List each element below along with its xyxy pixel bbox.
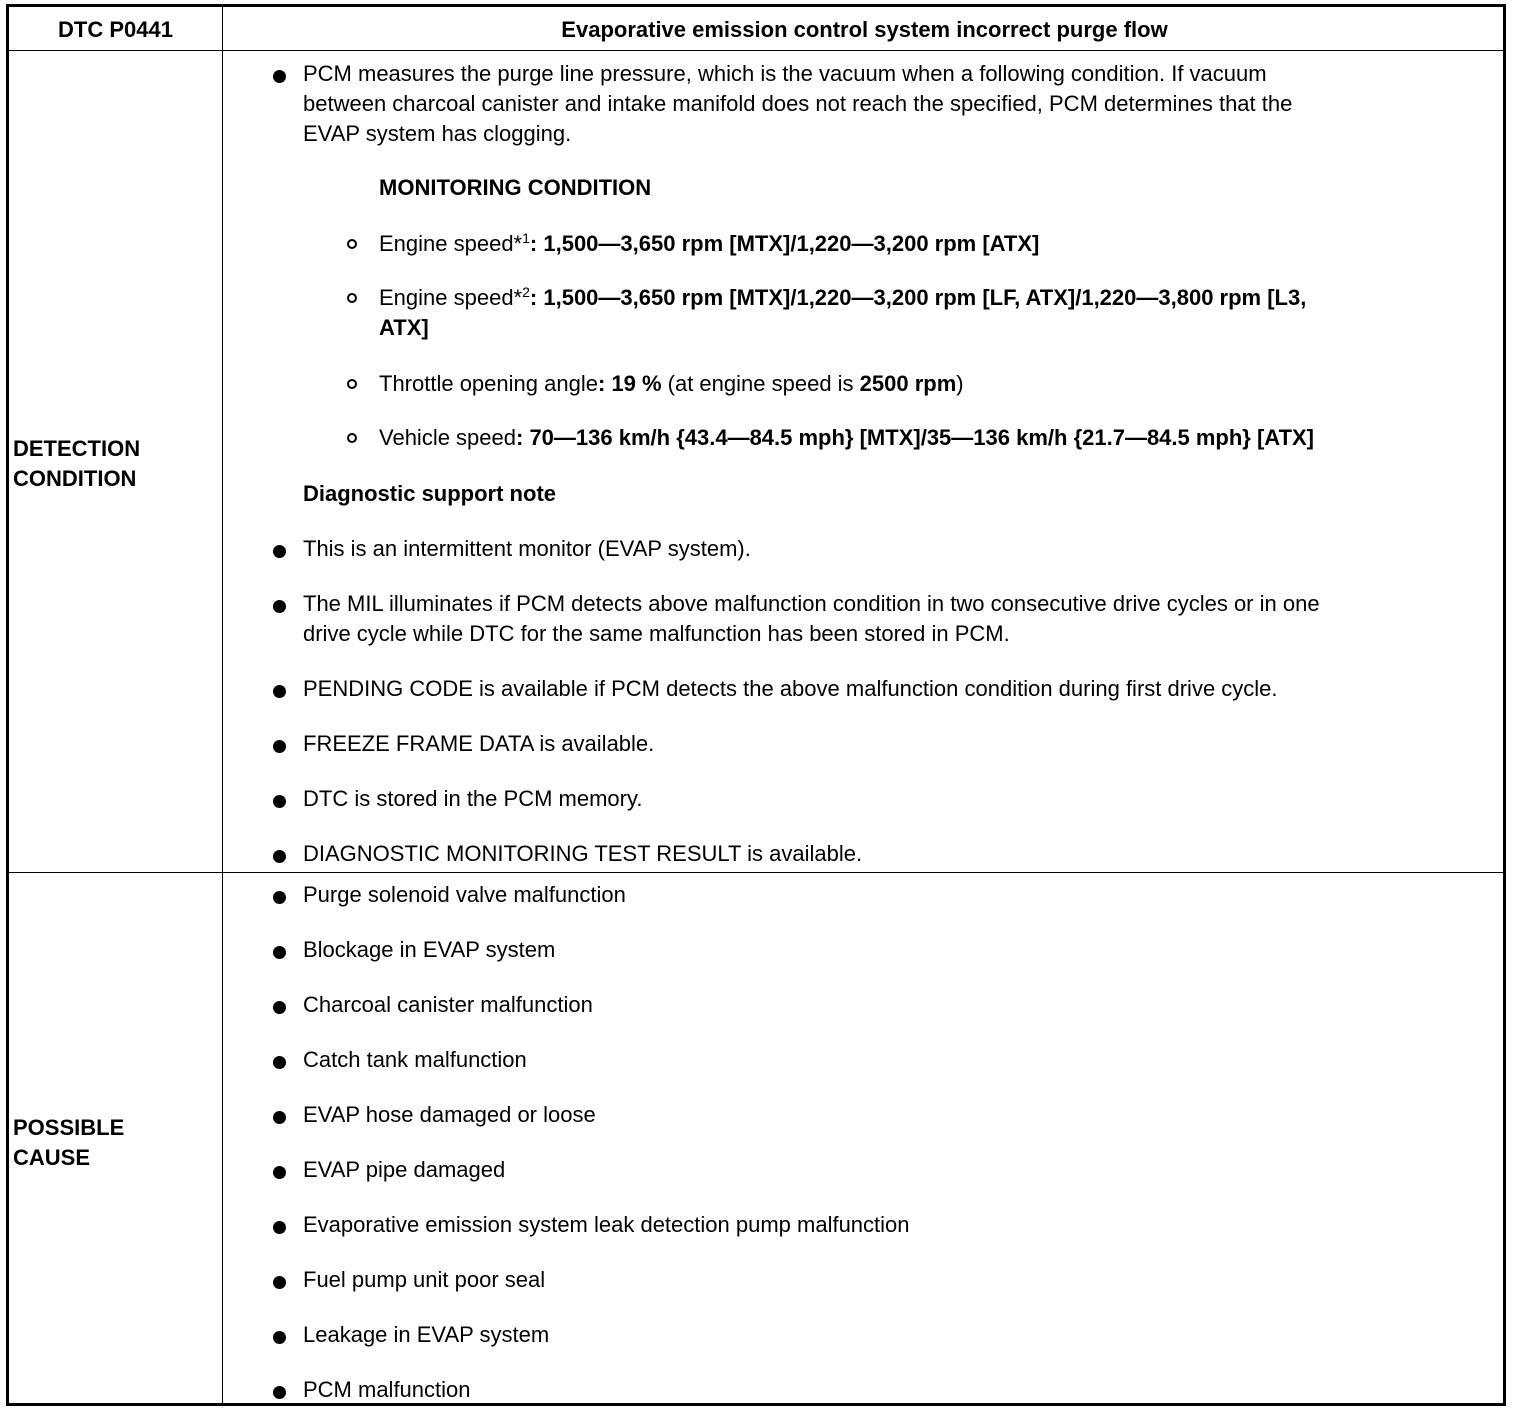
dtc-code-header: DTC P0441 (58, 17, 173, 42)
support-note: PENDING CODE is available if PCM detects the above malfunction condition during first drive cycle. (303, 676, 1278, 701)
bullet-icon (273, 1056, 286, 1069)
bullet-icon (273, 1276, 286, 1289)
row-divider (9, 872, 1503, 873)
detection-intro: PCM measures the purge line pressure, which is the vacuum when a following condition. If vacuum between charcoal canister and intake manifold does not reach the specified, PCM determines that the EVAP system has clogging. (303, 61, 1293, 146)
bullet-icon (273, 1166, 286, 1179)
bullet-icon (273, 891, 286, 904)
header-divider (9, 50, 1503, 51)
cause-item: EVAP hose damaged or loose (303, 1102, 596, 1127)
bullet-icon (273, 600, 286, 613)
cause-item: Catch tank malfunction (303, 1047, 527, 1072)
bullet-icon (273, 70, 286, 83)
monitoring-condition-heading: MONITORING CONDITION (379, 175, 652, 200)
condition-throttle-angle: Throttle opening angle: 19 % (at engine speed is 2500 rpm) (379, 371, 964, 396)
circle-bullet-icon (347, 239, 357, 249)
detection-condition-label: DETECTION CONDITION (13, 436, 141, 491)
bullet-icon (273, 685, 286, 698)
bullet-icon (273, 1331, 286, 1344)
support-note: DTC is stored in the PCM memory. (303, 786, 643, 811)
circle-bullet-icon (347, 293, 357, 303)
possible-cause-label: POSSIBLE CAUSE (13, 1115, 125, 1170)
support-note: The MIL illuminates if PCM detects above malfunction condition in two consecutive drive cycles or in one drive cycle while DTC for the same malfunction has been stored in PCM. (303, 591, 1320, 646)
condition-engine-speed-1: Engine speed*$^1$: 1,500—3,650 rpm [MTX]/1,220—3,200 rpm [ATX] (379, 230, 1040, 256)
condition-vehicle-speed: Vehicle speed: 70—136 km/h {43.4—84.5 mph} [MTX]/35—136 km/h {21.7—84.5 mph} [ATX] (379, 425, 1315, 450)
bullet-icon (273, 1386, 286, 1399)
cause-item: Leakage in EVAP system (303, 1322, 550, 1347)
dtc-title-header: Evaporative emission control system incorrect purge flow (561, 17, 1168, 42)
dtc-table (6, 4, 1506, 1406)
bullet-icon (273, 1111, 286, 1124)
cause-item: Blockage in EVAP system (303, 937, 556, 962)
bullet-icon (273, 1001, 286, 1014)
support-note: This is an intermittent monitor (EVAP system). (303, 536, 751, 561)
cause-item: PCM malfunction (303, 1377, 471, 1402)
bullet-icon (273, 795, 286, 808)
bullet-icon (273, 1221, 286, 1234)
cause-item: Purge solenoid valve malfunction (303, 882, 626, 907)
diagnostic-support-heading: Diagnostic support note (303, 481, 556, 506)
bullet-icon (273, 740, 286, 753)
bullet-icon (273, 946, 286, 959)
column-divider (222, 7, 223, 1403)
bullet-icon (273, 545, 286, 558)
support-note: DIAGNOSTIC MONITORING TEST RESULT is available. (303, 841, 863, 866)
cause-item: Evaporative emission system leak detection pump malfunction (303, 1212, 910, 1237)
circle-bullet-icon (347, 433, 357, 443)
cause-item: EVAP pipe damaged (303, 1157, 506, 1182)
support-note: FREEZE FRAME DATA is available. (303, 731, 655, 756)
bullet-icon (273, 850, 286, 863)
cause-item: Charcoal canister malfunction (303, 992, 593, 1017)
circle-bullet-icon (347, 379, 357, 389)
cause-item: Fuel pump unit poor seal (303, 1267, 546, 1292)
condition-engine-speed-2: Engine speed*$^2$: 1,500—3,650 rpm [MTX]/1,220—3,200 rpm [LF, ATX]/1,220—3,800 rpm [L3, ATX] (379, 284, 1307, 340)
